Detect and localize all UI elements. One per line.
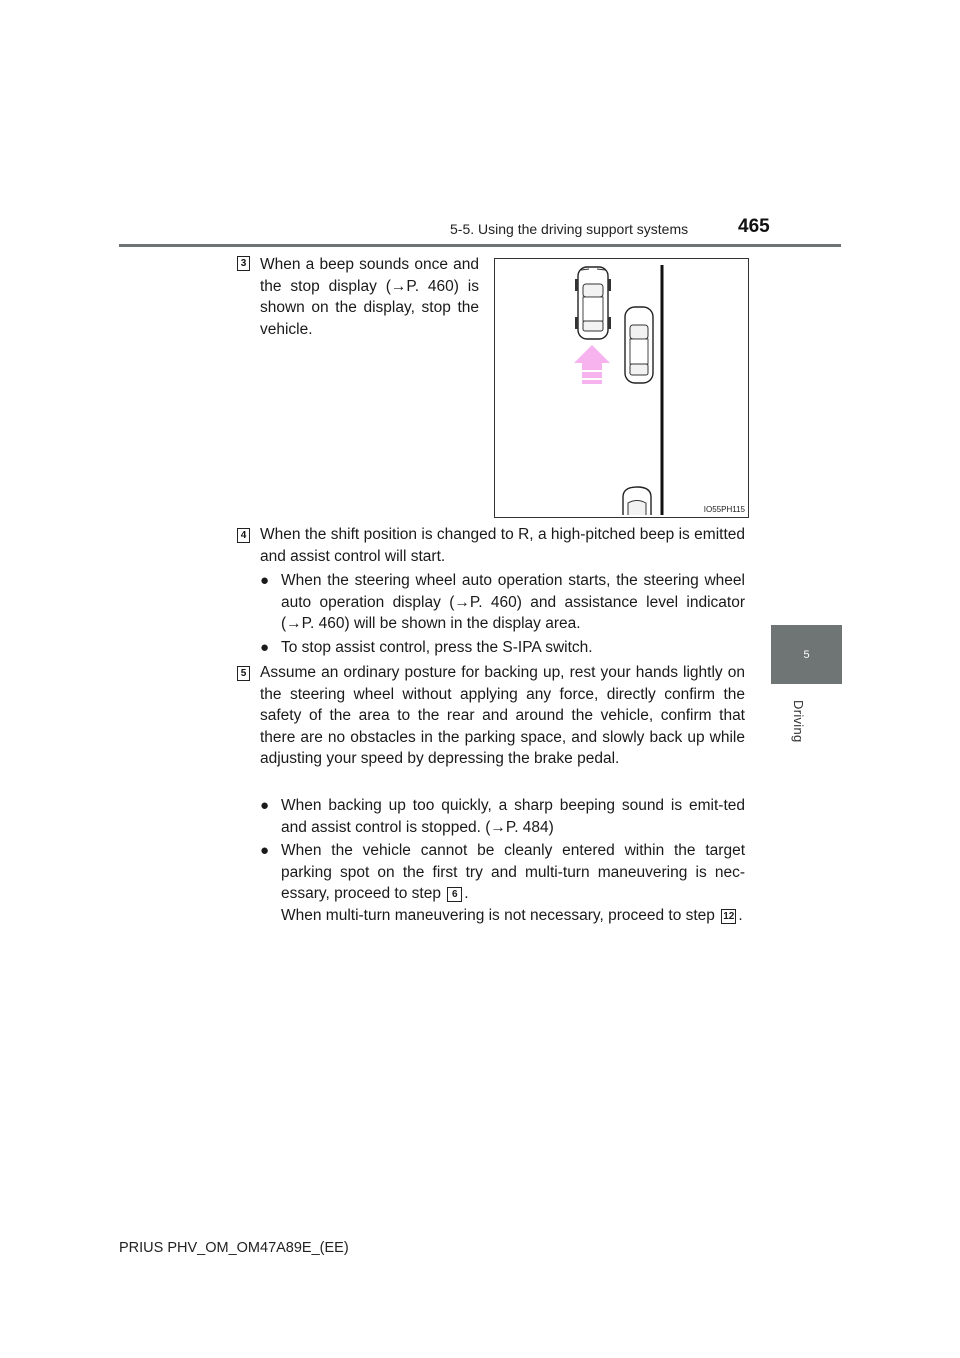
- direction-arrow: [574, 345, 610, 384]
- parking-diagram-svg: [495, 259, 748, 517]
- parked-vehicle: [625, 307, 653, 383]
- step-4-text: [260, 524, 745, 567]
- bullet-text: To stop assist control, press the S-IPA switch.: [281, 639, 593, 656]
- step-badge-3: 3: [237, 256, 250, 271]
- figure-code: IO55PH115: [703, 505, 745, 514]
- bullet-text: [281, 840, 745, 926]
- bullet-icon: ●: [260, 639, 270, 656]
- chapter-label: Driving: [791, 700, 806, 743]
- step-4-bullet-1: [260, 570, 745, 635]
- step-5-bullet-1: [260, 795, 745, 838]
- step-ref-12: 12: [723, 910, 735, 922]
- bullet-text-before: When the vehicle cannot be cleanly entered within the target parking spot on the first try and multi-turn maneuvering is nec-essary, proceed to step: [281, 842, 745, 903]
- step-4-bullet-2: [260, 637, 745, 659]
- bullet-icon: ●: [260, 572, 270, 589]
- bullet-icon: ●: [260, 797, 270, 814]
- page-number: 465: [738, 216, 770, 237]
- chapter-number: 5: [803, 648, 810, 661]
- chapter-tab: [771, 625, 842, 684]
- section-title: 5-5. Using the driving support systems: [450, 221, 689, 237]
- parking-illustration: [494, 258, 749, 518]
- own-vehicle: [575, 267, 611, 339]
- step-ref-6: 6: [447, 887, 462, 902]
- bullet-text-after: .: [464, 885, 469, 903]
- step-5-text: [260, 662, 745, 770]
- document-id: PRIUS PHV_OM_OM47A89E_(EE): [119, 1240, 349, 1256]
- step-badge-4: 4: [237, 528, 250, 543]
- step-5-bullet-2: [260, 840, 745, 926]
- step-3-paragraph: When a beep sounds once and the stop display (→P. 460) is shown on the display, stop the vehicle.: [260, 256, 479, 338]
- step-5-paragraph: Assume an ordinary posture for backing up, rest your hands lightly on the steering wheel without applying any force, directly confirm the safety of the area to the rear and around the vehicle, confirm that there are no obstacles in the parking space, and slowly back up while adjusting your speed by depressing the brake pedal.: [260, 664, 745, 768]
- bullet-text: When backing up too quickly, a sharp beeping sound is emit-ted and assist control is stopped. (→P. 484): [281, 797, 745, 836]
- bullet-text-line2: When multi-turn maneuvering is not necessary, proceed to step: [281, 906, 715, 924]
- header-rule: [119, 244, 841, 247]
- step-3-text: [260, 254, 479, 340]
- step-badge-5: 5: [237, 666, 250, 681]
- rear-vehicle: [623, 487, 651, 515]
- bullet-icon: ●: [260, 842, 270, 859]
- bullet-text: When the steering wheel auto operation starts, the steering wheel auto operation display (→P. 460) and assistance level indicator (→P. 460) will be shown in the display area.: [281, 572, 745, 633]
- step-4-paragraph: When the shift position is changed to R, a high-pitched beep is emitted and assist control will start.: [260, 526, 745, 565]
- bullet-text-line2-after: .: [738, 906, 743, 924]
